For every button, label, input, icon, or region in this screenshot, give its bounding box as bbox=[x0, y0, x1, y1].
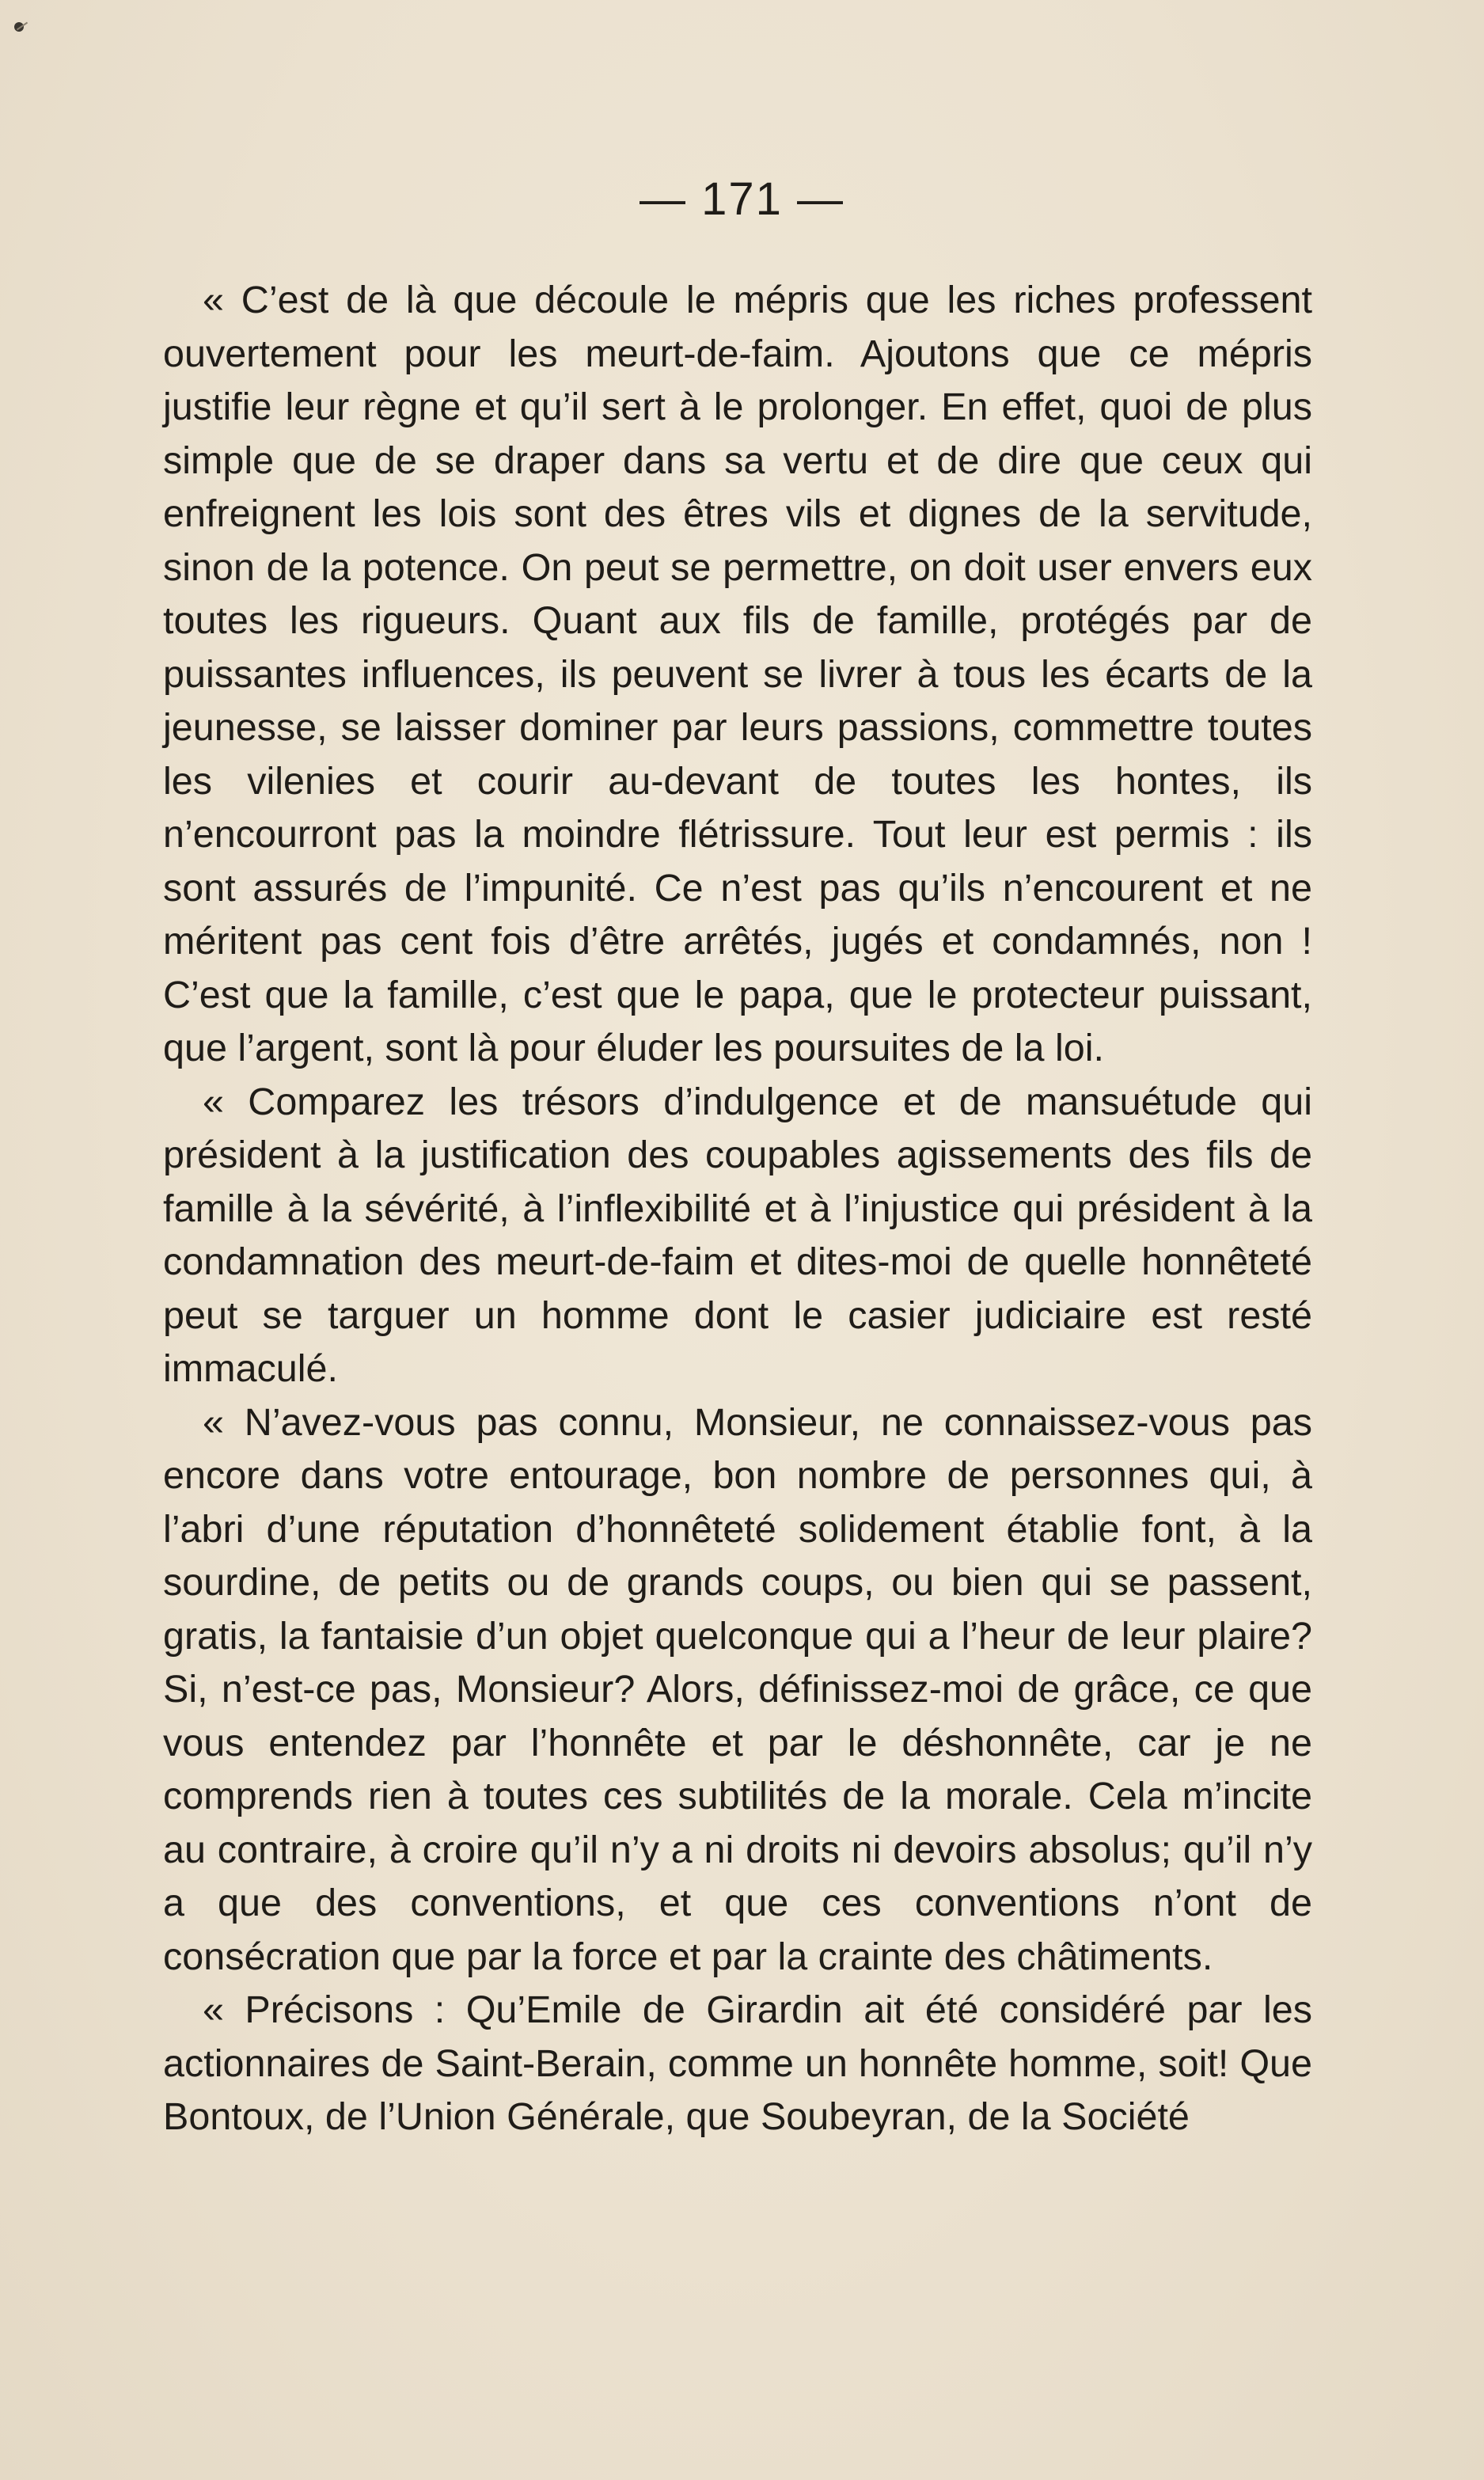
body-text bbox=[163, 274, 1312, 2144]
paragraph-2: « Comparez les trésors d’indulgence et de mansuétude qui président à la justification des coupables agissements des fils de famille à la sévérité, à l’inflexibilité et à l’injustice qui président à la condamnation des meurt-de-faim et dites-moi de quelle honnêteté peut se targuer un homme dont le casier judiciaire est resté immaculé. bbox=[163, 1080, 1312, 1390]
paragraph-4: « Précisons : Qu’Emile de Girardin ait été considéré par les actionnaires de Saint-Berain, comme un honnête homme, soit! Que Bontoux, de l’Union Générale, que Soubeyran, de la Société bbox=[163, 1988, 1312, 2138]
paragraph-3: « N’avez-vous pas connu, Monsieur, ne connaissez-vous pas encore dans votre entourage, bon nombre de personnes qui, à l’abri d’une réputation d’honnêteté solidement établie font, à la sourdine, de petits ou de grands coups, ou bien qui se passent, gratis, la fantaisie d’un objet quelconque qui a l’heur de leur plaire? Si, n’est-ce pas, Monsieur? Alors, définissez-moi de grâce, ce que vous entendez par l’honnête et par le déshonnête, car je ne comprends rien à toutes ces subtilités de la morale. Cela m’incite au contraire, à croire qu’il n’y a ni droits ni devoirs absolus; qu’il n’y a que des conventions, et que ces conventions n’ont de consécration que par la force et par la crainte des châtiments. bbox=[163, 1400, 1312, 1978]
page-number: — 171 — bbox=[640, 173, 844, 225]
paragraph-1: « C’est de là que découle le mépris que les riches professent ouvertement pour les meurt-de-faim. Ajoutons que ce mépris justifie leur règne et qu’il sert à le prolonger. En effet, quoi de plus simple que de se draper dans sa vertu et de dire que ceux qui enfreignent les lois sont des êtres vils et dignes de la servitude, sinon de la potence. On peut se permettre, on doit user envers eux toutes les rigueurs. Quant aux fils de famille, protégés par de puissantes influences, ils peuvent se livrer à tous les écarts de la jeunesse, se laisser dominer par leurs passions, commettre toutes les vilenies et courir au-devant de toutes les hontes, ils n’encourront pas la moindre flétrissure. Tout leur est permis : ils sont assurés de l’impunité. Ce n’est pas qu’ils n’encourent et ne méritent pas cent fois d’être arrêtés, jugés et condamnés, non ! C’est que la famille, c’est que le papa, que le protecteur puissant, que l’argent, sont là pour éluder les poursuites de la loi. bbox=[163, 279, 1312, 1069]
ink-scratch bbox=[17, 22, 28, 31]
ink-speck bbox=[14, 22, 24, 32]
